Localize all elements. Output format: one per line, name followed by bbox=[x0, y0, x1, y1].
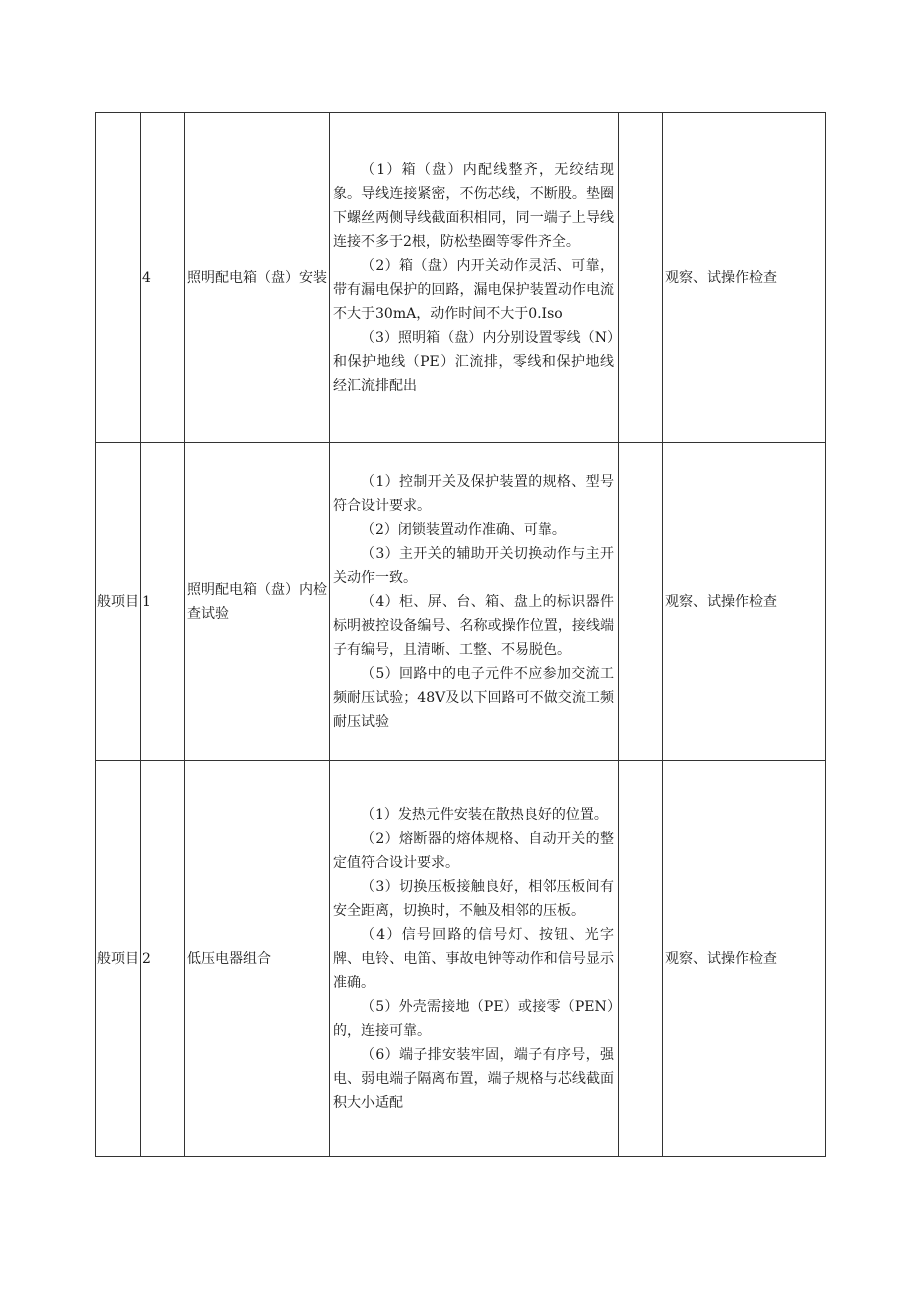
requirement-paragraph: （3）主开关的辅助开关切换动作与主开关动作一致。 bbox=[333, 545, 614, 586]
inspection-method-cell: 观察、试操作检查 bbox=[663, 761, 826, 1157]
result-cell bbox=[619, 113, 663, 443]
item-name-cell: 照明配电箱（盘）安装 bbox=[185, 113, 330, 443]
table-row bbox=[96, 761, 826, 1157]
requirement-paragraph: （4）信号回路的信号灯、按钮、光字牌、电铃、电笛、事故电钟等动作和信号显示准确。 bbox=[333, 926, 614, 991]
requirements-cell bbox=[330, 761, 619, 1157]
category-cell bbox=[96, 113, 141, 443]
inspection-table-page bbox=[95, 112, 825, 1157]
table-row bbox=[96, 113, 826, 443]
requirement-paragraph: （5）回路中的电子元件不应参加交流工频耐压试验；48V及以下回路可不做交流工频耐压试验 bbox=[333, 665, 614, 730]
item-name-cell: 照明配电箱（盘）内检查试验 bbox=[185, 443, 330, 761]
requirement-paragraph: （4）柜、屏、台、箱、盘上的标识器件标明被控设备编号、名称或操作位置，接线端子有编号，且清晰、工整、不易脱色。 bbox=[333, 593, 614, 658]
item-number-cell: 1 bbox=[141, 443, 185, 761]
table-row bbox=[96, 443, 826, 761]
inspection-method-cell: 观察、试操作检查 bbox=[663, 443, 826, 761]
requirement-paragraph: （6）端子排安装牢固，端子有序号，强电、弱电端子隔离布置，端子规格与芯线截面积大小适配 bbox=[333, 1046, 614, 1111]
inspection-table bbox=[95, 112, 826, 1157]
requirements-cell bbox=[330, 443, 619, 761]
item-number-cell: 4 bbox=[141, 113, 185, 443]
requirement-paragraph: （2）闭锁装置动作准确、可靠。 bbox=[361, 521, 566, 538]
requirement-paragraph: （2）箱（盘）内开关动作灵活、可靠，带有漏电保护的回路，漏电保护装置动作电流不大于30mA，动作时间不大于0.Iso bbox=[333, 257, 614, 322]
result-cell bbox=[619, 443, 663, 761]
requirement-paragraph: （1）控制开关及保护装置的规格、型号符合设计要求。 bbox=[333, 473, 614, 514]
item-name-cell: 低压电器组合 bbox=[185, 761, 330, 1157]
requirements-cell bbox=[330, 113, 619, 443]
inspection-method-cell: 观察、试操作检查 bbox=[663, 113, 826, 443]
requirement-paragraph: （3）照明箱（盘）内分别设置零线（N）和保护地线（PE）汇流排，零线和保护地线经汇流排配出 bbox=[333, 329, 614, 394]
category-cell: 般项目 bbox=[96, 761, 141, 1157]
requirement-paragraph: （5）外壳需接地（PE）或接零（PEN）的，连接可靠。 bbox=[333, 998, 614, 1039]
requirement-paragraph: （3）切换压板接触良好，相邻压板间有安全距离，切换时，不触及相邻的压板。 bbox=[333, 878, 614, 919]
requirement-paragraph: （1）箱（盘）内配线整齐，无绞结现象。导线连接紧密，不伤芯线，不断股。垫圈下螺丝两侧导线截面积相同，同一端子上导线连接不多于2根，防松垫圈等零件齐全。 bbox=[333, 161, 614, 250]
result-cell bbox=[619, 761, 663, 1157]
category-cell: 般项目 bbox=[96, 443, 141, 761]
requirement-paragraph: （2）熔断器的熔体规格、自动开关的整定值符合设计要求。 bbox=[333, 830, 614, 871]
item-number-cell: 2 bbox=[141, 761, 185, 1157]
requirement-paragraph: （1）发热元件安装在散热良好的位置。 bbox=[361, 806, 608, 823]
